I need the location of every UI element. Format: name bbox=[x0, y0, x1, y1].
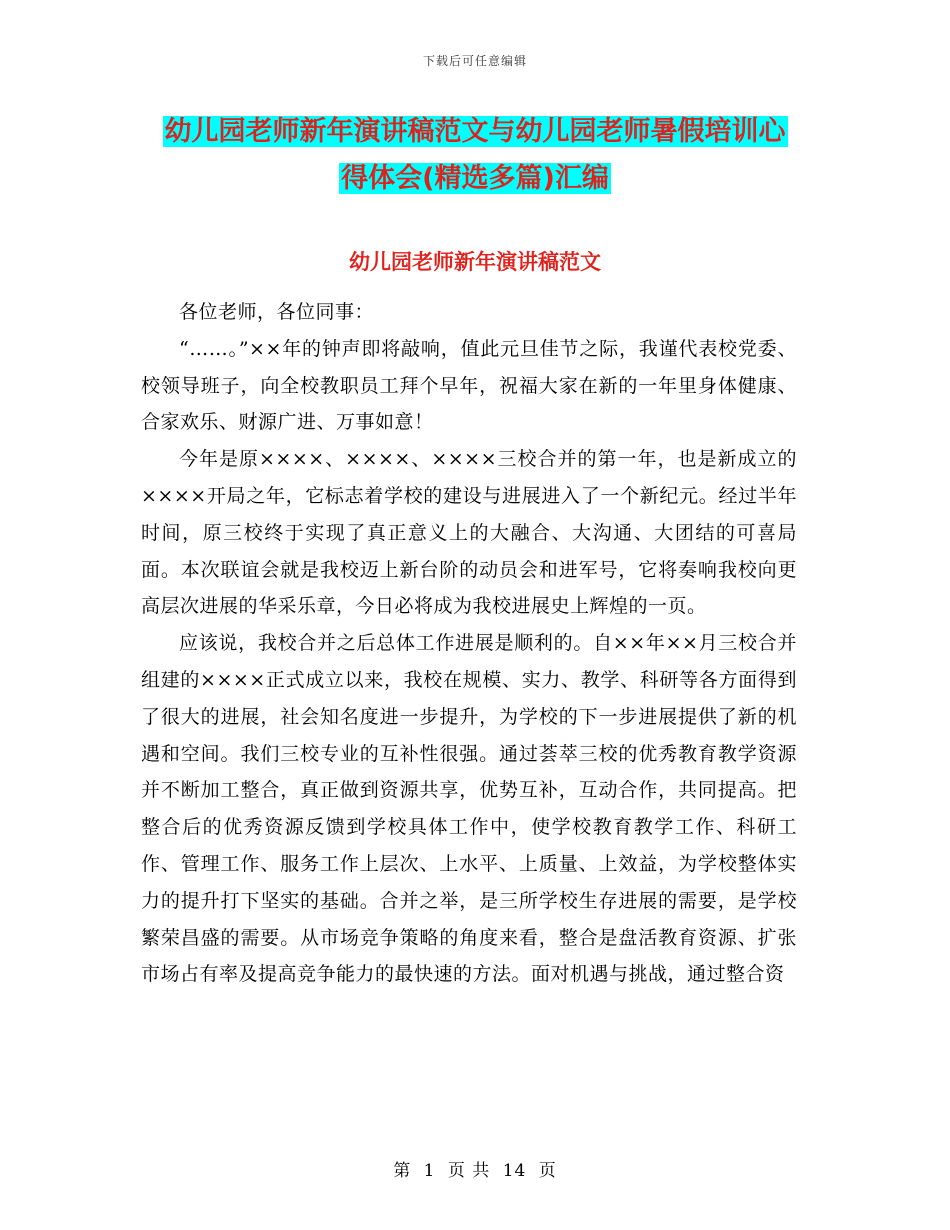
footer-page-number: 1 bbox=[423, 1161, 436, 1181]
page-header-note: 下载后可任意编辑 bbox=[422, 54, 527, 68]
paragraph: 应该说，我校合并之后总体工作进展是顺利的。自××年××月三校合并组建的××××正式成立以来，我校在规模、实力、教学、科研等各方面得到了很大的进展，社会知名度进一步提升，为学校的下一步进展提供了新的机遇和空间。我们三校专业的互补性很强。通过荟萃三校的优秀教育教学资源并不断加工整合，真正做到资源共享，优势互补，互动合作，共同提高。把整合后的优秀资源反馈到学校具体工作中，使学校教育教学工作、科研工作、管理工作、服务工作上层次、上水平、上质量、上效益，为学校整体实力的提升打下坚实的基础。合并之举，是三所学校生存进展的需要，是学校繁荣昌盛的需要。从市场竞争策略的角度来看，整合是盘活教育资源、扩张市场占有率及提高竞争能力的最快速的方法。面对机遇与挑战，通过整合资 bbox=[141, 632, 797, 986]
footer-suffix: 页 bbox=[538, 1161, 557, 1181]
footer-prefix: 第 bbox=[393, 1161, 412, 1181]
footer-total-pages: 14 bbox=[502, 1161, 527, 1181]
paragraph-greeting: 各位老师，各位同事： bbox=[179, 301, 375, 323]
page-footer bbox=[0, 1156, 950, 1181]
section-title: 幼儿园老师新年演讲稿范文 bbox=[349, 250, 601, 274]
paragraph: 今年是原××××、××××、××××三校合并的第一年，也是新成立的××××开局之年，它标志着学校的建设与进展进入了一个新纪元。经过半年时间，原三校终于实现了真正意义上的大融合、大沟通、大团结的可喜局面。本次联谊会就是我校迈上新台阶的动员会和进军号，它将奏响我校向更高层次进展的华采乐章，今日必将成为我校进展史上辉煌的一页。 bbox=[141, 448, 797, 618]
document-title-line-1: 幼儿园老师新年演讲稿范文与幼儿园老师暑假培训心 bbox=[164, 116, 786, 147]
body-text bbox=[141, 294, 797, 993]
document-title bbox=[140, 108, 810, 202]
document-title-line-2: 得体会(精选多篇)汇编 bbox=[341, 163, 609, 194]
footer-middle: 页 共 bbox=[447, 1161, 491, 1181]
paragraph: “……。”××年的钟声即将敲响，值此元旦佳节之际，我谨代表校党委、校领导班子，向全校教职员工拜个早年，祝福大家在新的一年里身体健康、合家欢乐、财源广进、万事如意！ bbox=[141, 337, 797, 434]
